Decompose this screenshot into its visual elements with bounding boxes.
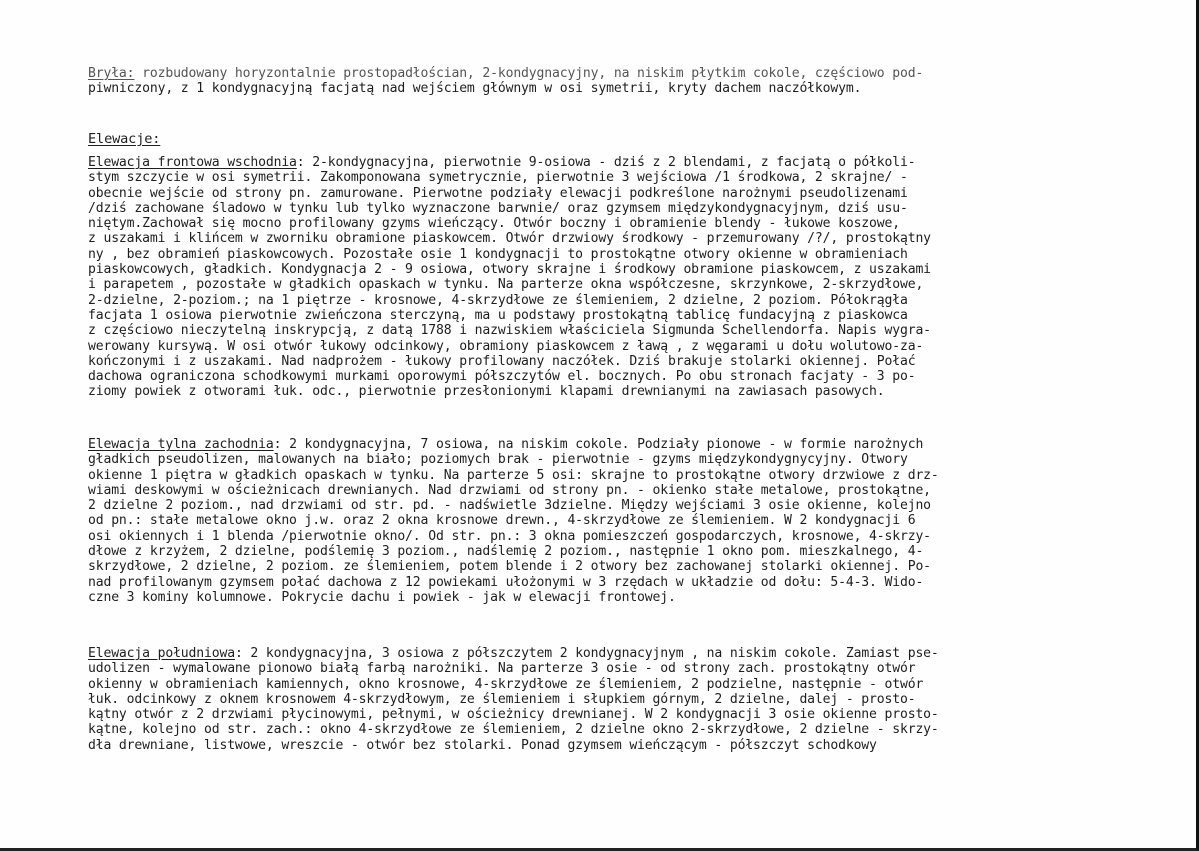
rear-line: 2 dzielne 2 poziom., nad drzwiami od str. pd. - nadświetle 3dzielne. Między wejściami 3 osie okienne, kolejno <box>88 498 931 514</box>
intro-line-1: Bryła: rozbudowany horyzontalnie prostopadłościan, 2-kondygnacyjny, na niskim płytkim cokole, częściowo pod- <box>88 66 924 81</box>
intro-label: Bryła: <box>88 66 135 81</box>
rear-line: osi okiennych i 1 blenda /pierwotnie okno/. Od str. pn.: 3 okna pomieszczeń gospodarczych, krosnowe, 4-skrzy- <box>88 528 931 544</box>
front-line: piaskowcowych, gładkich. Kondygnacja 2 - 9 osiowa, otwory skrajne i środkowy obramione piaskowcem, z uszakami <box>88 262 931 278</box>
front-line: obecnie wejście od strony pn. zamurowane. Pierwotne podziały elewacji podkreślone narożnymi pseudolizenami <box>88 185 908 201</box>
south-line-1: Elewacja południowa: 2 kondygnacyjna, 3 osiowa z półszczytem 2 kondygnacyjnym , na niskim cokole. Zamiast pse- <box>88 646 939 661</box>
front-line: i parapetem , pozostałe w gładkich opaskach w tynku. Na parterze okna współczesne, skrzynkowe, 2-skrzydłowe, <box>88 277 924 293</box>
section-heading: Elewacje: <box>88 131 161 147</box>
rear-elevation-paragraph <box>88 437 1176 605</box>
front-line: 2-dzielne, 2-poziom.; na 1 piętrze - krosnowe, 4-skrzydłowe ze ślemieniem, 2 dzielne, 2 poziom. Półokrągła <box>88 292 908 308</box>
south-line: udolizen - wymalowane pionowo białą farbą narożniki. Na parterze 3 osie - od strony zach. prostokątny otwór <box>88 661 916 677</box>
front-line: facjata 1 osiowa pierwotnie zwieńczona sterczyną, ma u podstawy prostokątną tablicę fundacyjną z piaskowca <box>88 307 908 323</box>
rear-line: czne 3 kominy kolumnowe. Pokrycie dachu i powiek - jak w elewacji frontowej. <box>88 589 676 605</box>
front-line-1: Elewacja frontowa wschodnia: 2-kondygnacyjna, pierwotnie 9-osiowa - dziś z 2 blendami, z facjatą o półkoli- <box>88 155 916 170</box>
rear-line: skrzydłowe, 2 dzielne, 2 poziom. ze ślemieniem, potem blende i 2 otwory bez zachowanej stolarki okiennej. Po- <box>88 559 931 575</box>
intro-line-2: piwniczony, z 1 kondygnacyjną facjatą nad wejściem głównym w osi symetrii, kryty dachem naczółkowym. <box>88 81 862 97</box>
south-line: okienny w obramieniach kamiennych, okno krosnowe, 4-skrzydłowe ze ślemieniem, 2 podzielne, następnie - otwór <box>88 676 924 692</box>
front-line: ziomy powiek z otworami łuk. odc., pierwotnie przesłonionymi klapami drewnianymi na zawiasach pasowych. <box>88 384 885 400</box>
south-label: Elewacja południowa <box>88 646 235 661</box>
front-line: kończonymi i z uszakami. Nad nadprożem - łukowy profilowany naczółek. Dziś brakuje stolarki okiennej. Połać <box>88 353 916 369</box>
front-label: Elewacja frontowa wschodnia <box>88 155 297 170</box>
rear-line: gładkich pseudolizen, malowanych na biało; poziomych brak - pierwotnie - gzyms międzykondygnycyjny. Otwory <box>88 452 908 468</box>
front-line: dachowa ograniczona schodkowymi murkami oporowymi półszczytów el. bocznych. Po obu stronach facjaty - 3 po- <box>88 369 916 385</box>
south-line: dła drewniane, listwowe, wreszcie - otwór bez stolarki. Ponad gzymsem wieńczącym - półszczyt schodkowy <box>88 737 877 753</box>
section-heading-block <box>88 132 1176 147</box>
rear-line: od pn.: stałe metalowe okno j.w. oraz 2 okna krosnowe drewn., 4-skrzydłowe ze ślemieniem. W 2 kondygnacji 6 <box>88 513 916 529</box>
rear-line-1: Elewacja tylna zachodnia: 2 kondygnacyjna, 7 osiowa, na niskim cokole. Podziały pionowe - w formie narożnych <box>88 437 924 452</box>
south-line: łuk. odcinkowy z oknem krosnowem 4-skrzydłowym, ze ślemieniem i słupkiem górnym, 2 dzielne, dalej - prosto- <box>88 691 916 707</box>
rear-line: okienne 1 piętra w gładkich opaskach w tynku. Na parterze 5 osi: skrajne to prostokątne otwory drzwiowe z drz- <box>88 467 939 483</box>
front-line: stym szczycie w osi symetrii. Zakomponowana symetrycznie, pierwotnie 3 wejściowa /1 środkowa, 2 skrajne/ - <box>88 170 908 186</box>
south-line: kątny otwór z 2 drzwiami płycinowymi, pełnymi, w ościeżnicy drewnianej. W 2 kondygnacji 3 osie okienne prosto- <box>88 707 939 723</box>
front-elevation-paragraph <box>88 155 1176 400</box>
rear-label: Elewacja tylna zachodnia <box>88 437 274 452</box>
rear-line: wiami deskowymi w ościeżnicach drewnianych. Nad drzwiami od strony pn. - okienko stałe metalowe, prostokątne, <box>88 482 931 498</box>
south-line: kątne, kolejno od str. zach.: okno 4-skrzydłowe ze ślemieniem, 2 dzielne okno 2-skrzydłowe, 2 dzielne - skrzy- <box>88 722 939 738</box>
front-line: z częściowo nieczytelną inskrypcją, z datą 1788 i nazwiskiem właściciela Sigmunda Schellendorfa. Napis wygra- <box>88 323 931 339</box>
rear-line: nad profilowanym gzymsem połać dachowa z 12 powiekami ułożonymi w 3 rzędach w układzie od dołu: 5-4-3. Wido- <box>88 574 924 590</box>
front-line: z uszakami i klińcem w zworniku obramione piaskowcem. Otwór drzwiowy środkowy - przemurowany /?/, prostokątny <box>88 231 931 247</box>
front-line: niętym.Zachował się mocno profilowany gzyms wieńczący. Otwór boczny i obramienie blendy - łukowe koszowe, <box>88 216 900 232</box>
front-line: werowany kursywą. W osi otwór łukowy odcinkowy, obramiony piaskowcem z ławą , z węgarami u dołu wolutowo-za- <box>88 338 924 354</box>
rear-line: dłowe z krzyżem, 2 dzielne, podślemię 3 poziom., nadślemię 2 poziom., następnie 1 okno pom. mieszkalnego, 4- <box>88 544 924 560</box>
south-elevation-paragraph <box>88 646 1176 753</box>
front-line: ny , bez obramień piaskowcowych. Pozostałe osie 1 kondygnacji to prostokątne otwory okienne w obramieniach <box>88 246 908 262</box>
front-line: /dziś zachowane śladowo w tynku lub tylko wyznaczone barwnie/ oraz gzymsem międzykondygnacyjnym, dziś usu- <box>88 200 908 216</box>
intro-paragraph <box>88 66 1176 97</box>
